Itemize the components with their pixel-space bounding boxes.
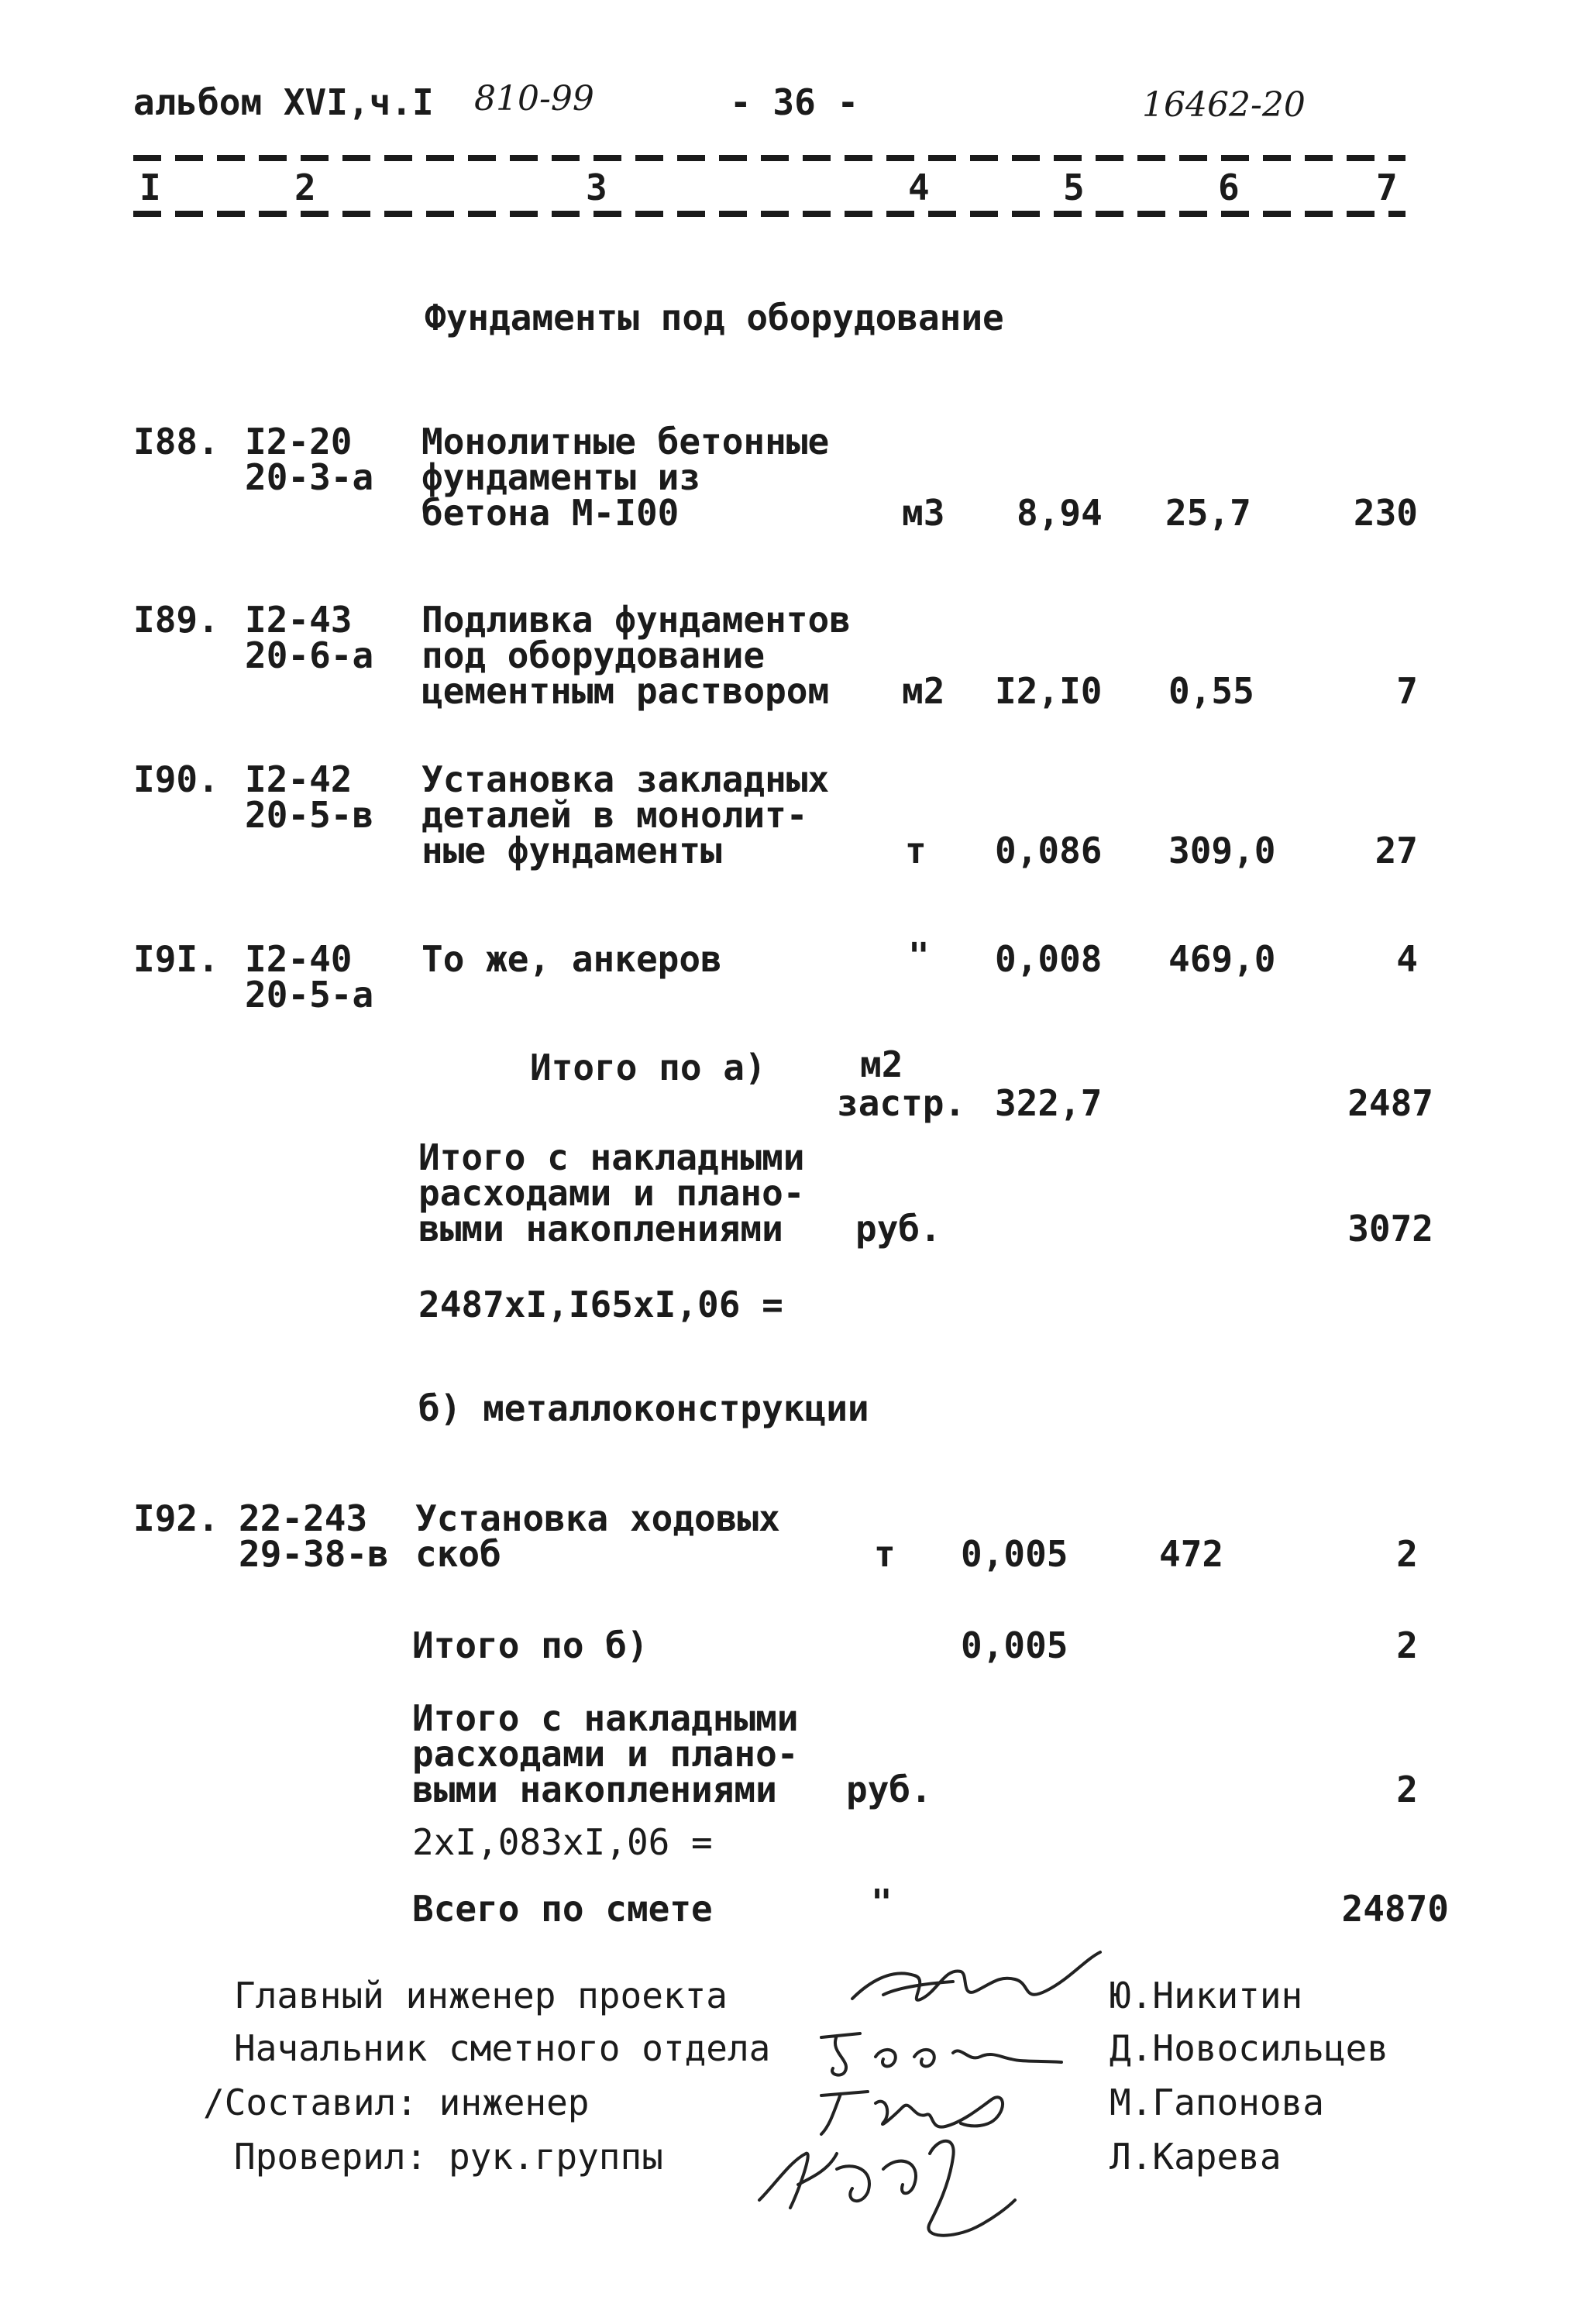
row-description-line: Установка ходовых — [415, 1497, 780, 1539]
column-number-3: 3 — [586, 167, 607, 208]
row-code-primary: I2-20 — [245, 421, 353, 462]
signature-role: Начальник сметного отдела — [234, 2027, 771, 2069]
row-description-line: под оборудование — [421, 634, 766, 676]
grand-total-unit: " — [871, 1882, 893, 1923]
overhead-b-formula: 2xI,083xI,06 = — [412, 1821, 713, 1863]
overhead-a-label-line: Итого с накладными — [418, 1136, 805, 1178]
subtotal-a-unit: м2 — [860, 1043, 903, 1085]
overhead-a-label-line: выми накоплениями — [418, 1208, 783, 1250]
handwritten-signature — [837, 1937, 1116, 2022]
overhead-a-total: 3072 — [1347, 1208, 1433, 1250]
grand-total-value: 24870 — [1341, 1888, 1449, 1930]
subtotal-a-quantity: 322,7 — [995, 1082, 1103, 1124]
subtotal-a-total: 2487 — [1347, 1082, 1433, 1124]
signature-role: Проверил: рук.группы — [234, 2136, 663, 2178]
column-number-7: 7 — [1376, 167, 1398, 208]
row-description-line: Монолитные бетонные — [421, 421, 830, 462]
row-total: 2 — [1396, 1533, 1418, 1575]
row-number: I90. — [133, 758, 219, 800]
row-description-line: То же, анкеров — [421, 938, 722, 980]
row-number: I9I. — [133, 938, 219, 980]
header-dash-line-top — [133, 155, 1405, 161]
column-number-1: I — [139, 167, 161, 208]
row-code-primary: I2-40 — [245, 938, 353, 980]
album-code: 810-99 — [474, 79, 594, 119]
row-description-line: фундаменты из — [421, 456, 701, 498]
row-quantity: I2,I0 — [995, 670, 1103, 712]
row-unit: т — [874, 1533, 896, 1575]
column-number-5: 5 — [1063, 167, 1085, 208]
section-title: Фундаменты под оборудование — [425, 297, 1004, 339]
row-quantity: 0,005 — [961, 1533, 1068, 1575]
row-description-line: ные фундаменты — [421, 830, 722, 871]
overhead-a-formula: 2487xI,I65xI,06 = — [418, 1284, 783, 1325]
row-code-primary: 22-243 — [239, 1497, 368, 1539]
row-unit: м3 — [902, 492, 945, 534]
row-number: I89. — [133, 599, 219, 641]
row-total: 230 — [1353, 492, 1418, 534]
row-code-secondary: 20-3-а — [245, 456, 374, 498]
overhead-a-unit: руб. — [855, 1208, 941, 1250]
overhead-a-label-line: расходами и плано- — [418, 1172, 805, 1214]
overhead-b-label-line: выми накоплениями — [412, 1769, 777, 1810]
subtotal-a-label: Итого по а) — [530, 1047, 766, 1088]
row-total: 27 — [1375, 830, 1418, 871]
row-code-secondary: 20-5-а — [245, 974, 374, 1016]
row-code-primary: I2-42 — [245, 758, 353, 800]
row-quantity: 0,086 — [995, 830, 1103, 871]
row-code-primary: I2-43 — [245, 599, 353, 641]
row-number: I92. — [133, 1497, 219, 1539]
row-unit-price: 309,0 — [1168, 830, 1276, 871]
row-description-line: бетона М-I00 — [421, 492, 680, 534]
overhead-b-unit: руб. — [846, 1769, 932, 1810]
row-unit-price: 0,55 — [1168, 670, 1254, 712]
row-code-secondary: 29-38-в — [239, 1533, 389, 1575]
row-description-line: цементным раствором — [421, 670, 830, 712]
row-unit: т — [905, 830, 927, 871]
signatory-name: Д.Новосильцев — [1110, 2027, 1389, 2069]
row-description-line: Установка закладных — [421, 758, 830, 800]
row-total: 7 — [1396, 670, 1418, 712]
grand-total-label: Всего по смете — [412, 1888, 713, 1930]
signature-role: Главный инженер проекта — [234, 1975, 728, 2016]
row-description-line: скоб — [415, 1533, 501, 1575]
row-unit: " — [908, 935, 930, 977]
document-number: 16462-20 — [1142, 85, 1306, 125]
signatory-name: Л.Карева — [1110, 2136, 1282, 2178]
row-total: 4 — [1396, 938, 1418, 980]
row-description-line: деталей в монолит- — [421, 794, 808, 836]
row-number: I88. — [133, 421, 219, 462]
row-unit-price: 469,0 — [1168, 938, 1276, 980]
overhead-b-label-line: Итого с накладными — [412, 1697, 799, 1739]
album-label: альбом XVI,ч.I — [133, 81, 434, 123]
row-code-secondary: 20-5-в — [245, 794, 374, 836]
row-description-line: Подливка фундаментов — [421, 599, 851, 641]
row-quantity: 0,008 — [995, 938, 1103, 980]
handwritten-signature — [744, 2123, 1038, 2247]
signature-role: /Составил: инженер — [203, 2082, 590, 2123]
row-code-secondary: 20-6-а — [245, 634, 374, 676]
row-quantity: 8,94 — [1017, 492, 1103, 534]
overhead-b-label-line: расходами и плано- — [412, 1733, 799, 1775]
overhead-b-total: 2 — [1396, 1769, 1418, 1810]
row-unit-price: 25,7 — [1165, 492, 1251, 534]
subtotal-b-total: 2 — [1396, 1624, 1418, 1666]
column-number-6: 6 — [1218, 167, 1240, 208]
column-number-2: 2 — [294, 167, 316, 208]
row-unit-price: 472 — [1159, 1533, 1224, 1575]
page-number: - 36 - — [730, 81, 859, 123]
subtotal-a-unit-suffix: застр. — [837, 1082, 966, 1124]
subtotal-b-label: Итого по б) — [412, 1624, 649, 1666]
header-dash-line-bottom — [133, 211, 1405, 217]
column-number-4: 4 — [908, 167, 930, 208]
section-b-title: б) металлоконструкции — [418, 1387, 869, 1429]
signatory-name: Ю.Никитин — [1110, 1975, 1303, 2016]
signatory-name: М.Гапонова — [1110, 2082, 1324, 2123]
row-unit: м2 — [902, 670, 945, 712]
subtotal-b-quantity: 0,005 — [961, 1624, 1068, 1666]
